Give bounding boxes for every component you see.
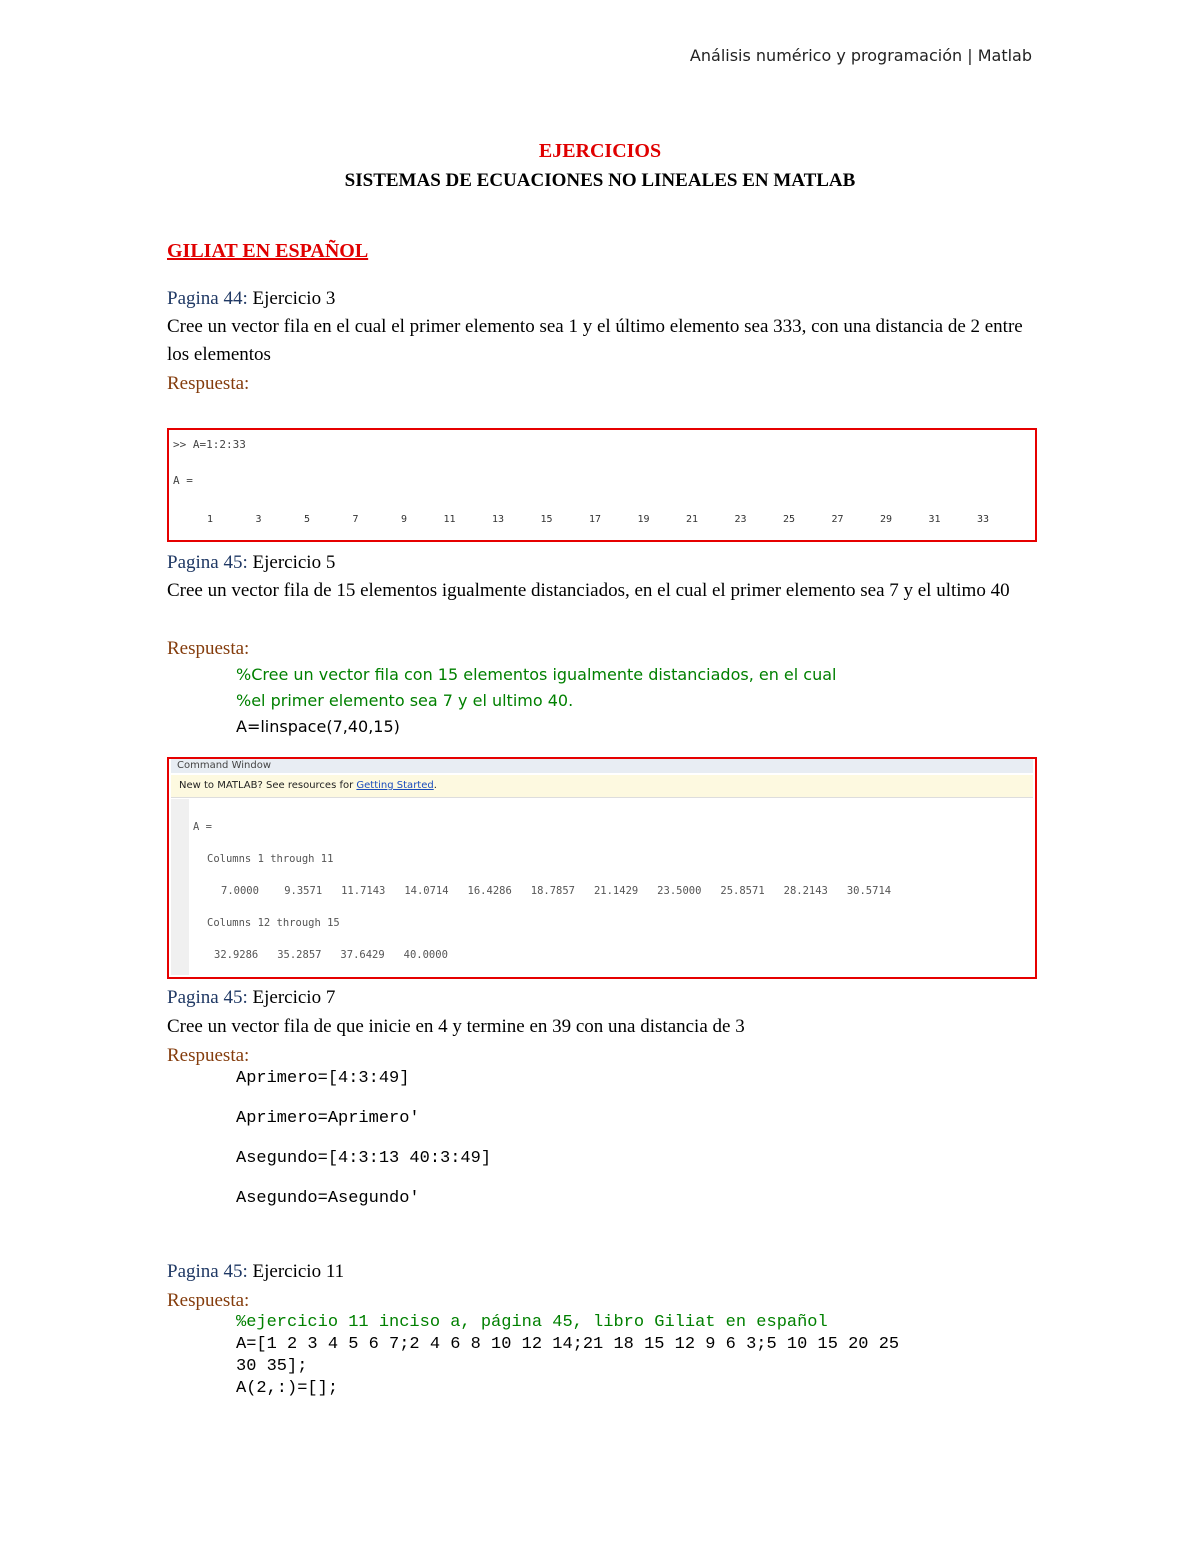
console-value: 17	[589, 514, 602, 525]
exercise-3-code-line: Asegundo=[4:3:13 40:3:49]	[236, 1149, 492, 1168]
exercise-4-answer-label: Respuesta:	[167, 1290, 250, 1311]
matlab-command-window-screenshot	[167, 757, 1037, 979]
exercise-2-heading	[167, 549, 1037, 577]
exercise-3-code-line: Asegundo=Asegundo'	[236, 1189, 420, 1208]
exercise-2-page: Pagina 45:	[167, 552, 248, 573]
console-value: 13	[492, 514, 505, 525]
console-value: 5	[304, 514, 311, 525]
exercise-4-label: Ejercicio 11	[247, 1261, 345, 1282]
exercise-3-answer-label: Respuesta:	[167, 1045, 250, 1066]
exercise-2-answer-label: Respuesta:	[167, 638, 250, 659]
exercise-2-comment-1: %Cree un vector fila con 15 elementos igualmente distanciados, en el cual	[236, 665, 837, 684]
exercise-4-comment: %ejercicio 11 inciso a, página 45, libro Giliat en español	[236, 1313, 828, 1332]
console-value: 11	[443, 514, 456, 525]
exercise-4-code-1: A=[1 2 3 4 5 6 7;2 4 6 8 10 12 14;21 18 15 12 9 6 3;5 10 15 20 25	[236, 1335, 900, 1354]
exercise-3-code-line: Aprimero=Aprimero'	[236, 1109, 420, 1128]
exercise-1-label: Ejercicio 3	[247, 288, 336, 309]
section-title: GILIAT EN ESPAÑOL	[167, 240, 369, 262]
exercise-2-label: Ejercicio 5	[247, 552, 336, 573]
console-value: 19	[637, 514, 650, 525]
console-value: 21	[686, 514, 699, 525]
exercise-2-comment-2: %el primer elemento sea 7 y el ultimo 40.	[236, 691, 574, 710]
exercise-3-code-line: Aprimero=[4:3:49]	[236, 1069, 410, 1088]
console-value: 3	[255, 514, 262, 525]
cw-columns-1: Columns 1 through 11	[207, 853, 334, 865]
document-title: EJERCICIOS	[538, 140, 662, 162]
exercise-1-console-screenshot	[167, 428, 1037, 542]
cw-row-2: 32.9286 35.2857 37.6429 40.0000	[214, 949, 448, 961]
console-command: >> A=1:2:33	[173, 438, 246, 451]
exercise-3-page: Pagina 45:	[167, 987, 248, 1008]
info-text: New to MATLAB? See resources for	[179, 780, 357, 791]
console-value: 9	[401, 514, 408, 525]
exercise-4-code-3: A(2,:)=[];	[236, 1379, 339, 1398]
command-window-title: Command Window	[171, 759, 1033, 773]
console-value: 15	[540, 514, 553, 525]
exercise-1-answer-label: Respuesta:	[167, 373, 250, 394]
exercise-3-label: Ejercicio 7	[247, 987, 336, 1008]
document-subtitle: SISTEMAS DE ECUACIONES NO LINEALES EN MATLAB	[344, 170, 856, 191]
exercise-4-heading	[167, 1258, 1037, 1286]
exercise-4-page: Pagina 45:	[167, 1261, 248, 1282]
cw-var: A =	[193, 821, 212, 833]
exercise-1-heading	[167, 285, 1037, 313]
exercise-1-page: Pagina 44:	[167, 288, 248, 309]
info-end: .	[433, 780, 437, 791]
console-var: A =	[173, 474, 193, 487]
console-value: 1	[207, 514, 214, 525]
console-value: 25	[783, 514, 796, 525]
console-value: 27	[831, 514, 844, 525]
getting-started-link[interactable]: Getting Started	[356, 780, 434, 791]
console-value: 33	[977, 514, 990, 525]
console-value: 29	[880, 514, 893, 525]
command-window-info-bar	[171, 775, 1033, 798]
exercise-3-statement: Cree un vector fila de que inicie en 4 y termine en 39 con una distancia de 3	[167, 1016, 745, 1037]
exercise-2-code: A=linspace(7,40,15)	[236, 717, 400, 736]
console-value: 23	[734, 514, 747, 525]
exercise-4-code-2: 30 35];	[236, 1357, 308, 1376]
exercise-2-statement: Cree un vector fila de 15 elementos igualmente distanciados, en el cual el primer elemento sea 7 y el ultimo 40	[167, 580, 1010, 601]
exercise-1-statement: Cree un vector fila en el cual el primer elemento sea 1 y el último elemento sea 333, con una distancia de 2 entre los elementos	[167, 316, 1023, 365]
console-value: 7	[352, 514, 359, 525]
page-header: Análisis numérico y programación | Matlab	[689, 46, 1032, 65]
console-value: 31	[928, 514, 941, 525]
cw-row-1: 7.0000 9.3571 11.7143 14.0714 16.4286 18.7857 21.1429 23.5000 25.8571 28.2143 30.5714	[221, 885, 892, 897]
command-window-gutter	[171, 799, 189, 975]
cw-columns-2: Columns 12 through 15	[207, 917, 340, 929]
exercise-3-heading	[167, 984, 1037, 1012]
